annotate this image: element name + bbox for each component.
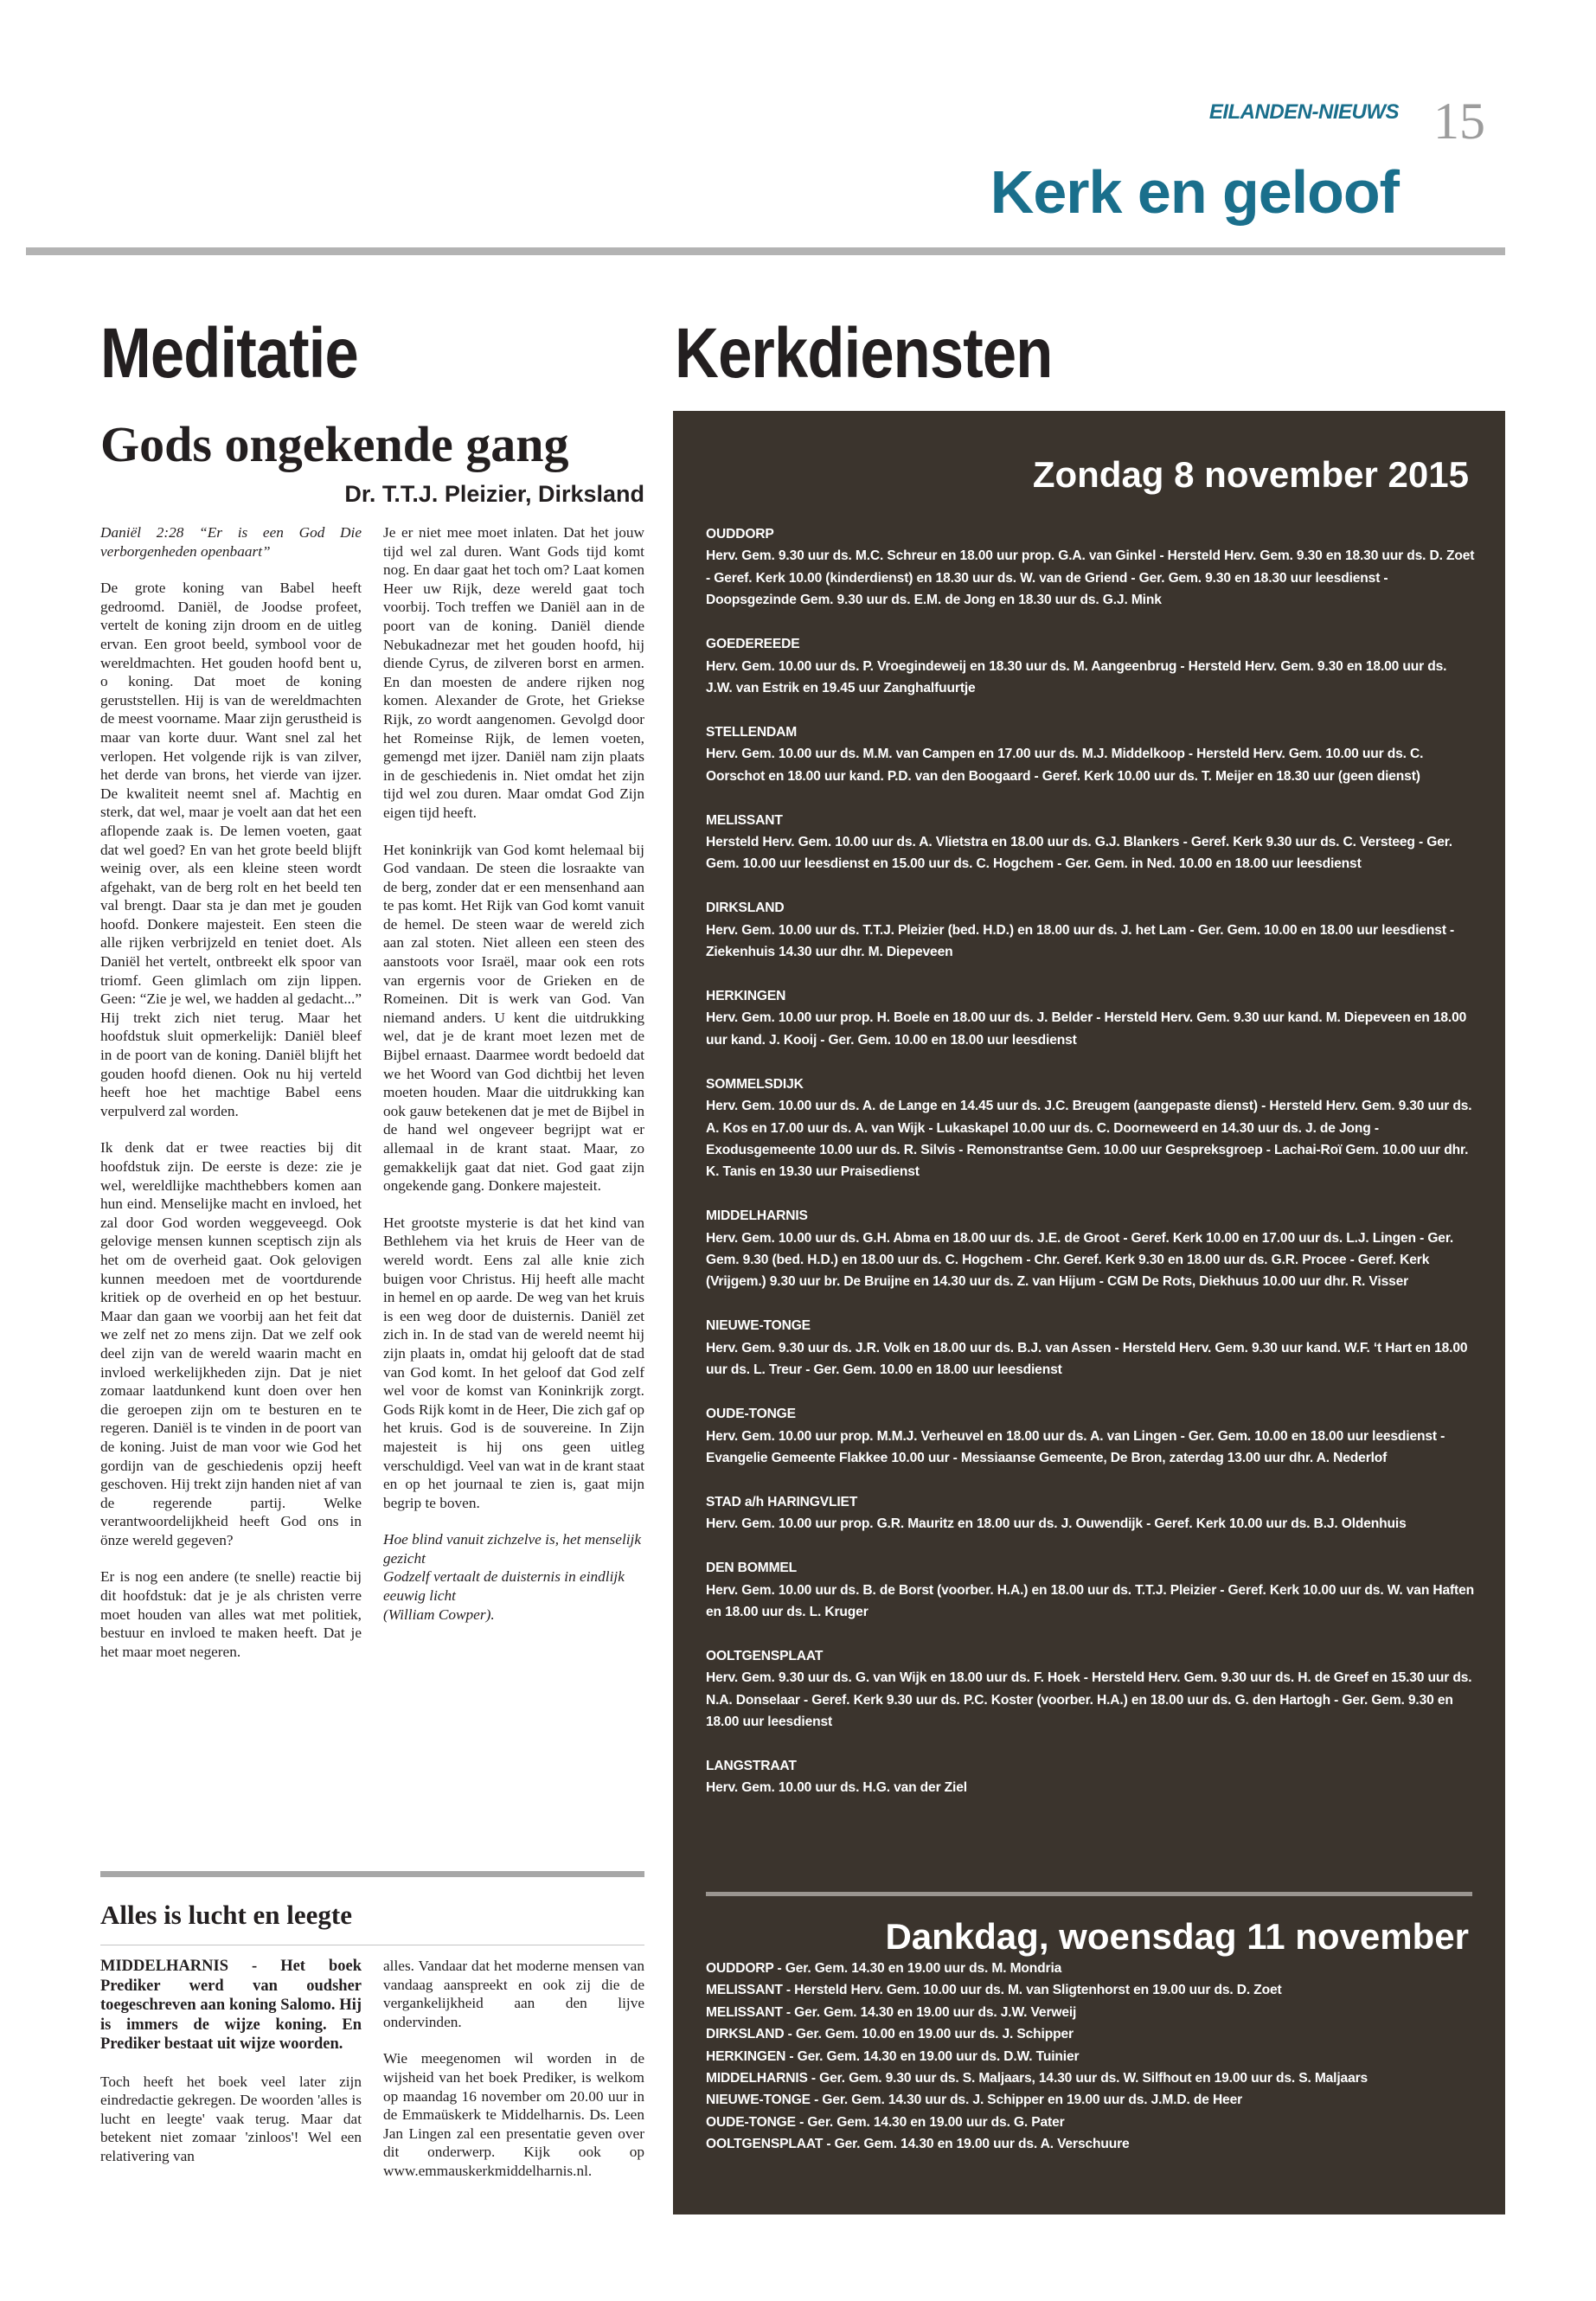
news-title: Alles is lucht en leegte xyxy=(100,1900,353,1930)
place-name: MIDDELHARNIS xyxy=(706,1208,808,1224)
dankdag-entry: OUDE-TONGE - Ger. Gem. 14.30 en 19.00 uur ds. G. Pater xyxy=(706,2114,1065,2130)
place-name: GOEDEREEDE xyxy=(706,637,800,652)
paragraph: Wie meegenomen wil worden in de wijsheid van het boek Prediker, is welkom op maandag 16 november om 20.00 uur in de Emmaüskerk te Middelharnis. Ds. Leen Jan Lingen zal een presentatie geven over dit onderwerp. Kijk ook op www.emmauskerkmiddelharnis.nl. xyxy=(383,2050,644,2179)
article-column-1 xyxy=(100,523,362,1851)
article-column-2 xyxy=(383,523,644,1851)
dankdag-entry: OOLTGENSPLAAT - Ger. Gem. 14.30 en 19.00 uur ds. A. Verschuure xyxy=(706,2137,1130,2152)
service-entry xyxy=(706,1315,1476,1381)
service-details: Herv. Gem. 10.00 uur ds. M.M. van Campen en 17.00 uur ds. M.J. Middelkoop - Hersteld Herv. Gem. 10.00 uur ds. C. Oorschot en 18.00 uur kand. P.D. van den Boogaard - Geref. Kerk 10.00 uur ds. T. Meijer en 18.30 uur (geen dienst) xyxy=(706,747,1424,784)
news-lead: MIDDELHARNIS - Het boek Prediker werd van oudsher toegeschreven aan koning Salomo. Hij is immers de wijze koning. En Prediker bestaat uit wijze woorden. xyxy=(100,1958,362,2053)
header-divider xyxy=(26,247,1505,255)
dankdag-entry: OUDDORP - Ger. Gem. 14.30 en 19.00 uur ds. M. Mondria xyxy=(706,1961,1062,1976)
service-details: Hersteld Herv. Gem. 10.00 uur ds. A. Vlietstra en 18.00 uur ds. G.J. Blankers - Geref. Kerk 9.30 uur ds. C. Versteeg - Ger. Gem. 10.00 uur leesdienst en 15.00 uur ds. C. Hogchem - Ger. Gem. in Ned. 10.00 en 18.00 uur leesdienst xyxy=(706,834,1452,872)
dankdag-entry: MELISSANT - Ger. Gem. 14.30 en 19.00 uur ds. J.W. Verweij xyxy=(706,2004,1077,2020)
page-number: 15 xyxy=(1433,93,1485,150)
place-name: STELLENDAM xyxy=(706,724,798,740)
place-name: STAD a/h HARINGVLIET xyxy=(706,1494,858,1509)
dankdag-entry: NIEUWE-TONGE - Ger. Gem. 14.30 uur ds. J. Schipper en 19.00 uur ds. J.M.D. de Heer xyxy=(706,2093,1243,2108)
service-details: Herv. Gem. 10.00 uur prop. M.M.J. Verheuvel en 18.00 uur ds. A. van Lingen - Ger. Gem. 10.00 en 18.00 uur leesdienst - Evangelie Gemeente Flakkee 10.00 uur - Messiaanse Gemeente, De Bron, zaterdag 13.00 uur dhr. A. Nederlof xyxy=(706,1428,1445,1465)
service-details: Herv. Gem. 10.00 uur prop. G.R. Mauritz en 18.00 uur ds. J. Ouwendijk - Geref. Kerk 10.00 uur ds. B.J. Oldenhuis xyxy=(706,1516,1407,1532)
paragraph: Er is nog een andere (te snelle) reactie bij dit hoofdstuk: dat je je als christen verre moet houden van alles wat met politiek, bestuur en invloed te maken heeft. Dat je het maar moet negeren. xyxy=(100,1568,362,1660)
box-divider xyxy=(706,1892,1472,1896)
service-details: Herv. Gem. 10.00 uur ds. P. Vroegindeweij en 18.30 uur ds. M. Aangeenbrug - Hersteld Herv. Gem. 9.30 en 18.00 uur ds. J.W. van Estrik en 19.45 uur Zanghalfuurtje xyxy=(706,658,1447,695)
kerkdiensten-heading: Kerkdiensten xyxy=(675,314,1053,393)
paragraph: alles. Vandaar dat het moderne mensen van vandaag aanspreekt en ook zij die de vergankelijkheid aan den lijve ondervinden. xyxy=(383,1958,644,2030)
service-entry xyxy=(706,1205,1476,1293)
service-entry xyxy=(706,1491,1476,1535)
dankdag-services-list xyxy=(706,1958,1476,2156)
bible-verse: Daniël 2:28 “Er is een God Die verborgenheden openbaart” xyxy=(100,524,362,560)
sunday-date-heading: Zondag 8 november 2015 xyxy=(1032,454,1469,495)
news-column-2 xyxy=(383,1957,644,2199)
service-entry xyxy=(706,1557,1476,1623)
dankdag-heading: Dankdag, woensdag 11 november xyxy=(885,1916,1469,1957)
service-entry xyxy=(706,721,1476,787)
meditatie-heading: Meditatie xyxy=(100,314,358,393)
place-name: OUDDORP xyxy=(706,527,774,542)
service-entry xyxy=(706,897,1476,963)
paragraph: Toch heeft het boek veel later zijn eindredactie gekregen. De woorden 'alles is lucht en leegte' vaak terug. Maar dat betekent niet zomaar 'zinloos'! Wel een relativering van xyxy=(100,2073,362,2164)
place-name: HERKINGEN xyxy=(706,989,786,1003)
dankdag-entry: DIRKSLAND - Ger. Gem. 10.00 en 19.00 uur ds. J. Schipper xyxy=(706,2027,1074,2042)
paragraph: Je er niet mee moet inlaten. Dat het jouw tijd wel zal duren. Want Gods tijd komt nog. En daar gaat het toch om? Laat komen Heer uw Rijk, deze wereld gaat toch voorbij. Toch treffen we Daniël aan in de poort van de koning. Daniël diende Nebukadnezar met het gouden hoofd, hij diende Cyrus, de zilveren borst en armen. En dan moesten de andere rijken nog komen. Alexander de Grote, het Griekse Rijk, zo wordt aangenomen. Gevolgd door het Romeinse Rijk, de lemen voeten, gemengd met ijzer. Daniël nam zijn plaats in de geschiedenis in. Niet omdat het zijn tijd wel zou duren. Maar omdat God Zijn eigen tijd heeft. xyxy=(383,524,644,821)
dankdag-entry: MELISSANT - Hersteld Herv. Gem. 10.00 uur ds. M. van Sligtenhorst en 19.00 uur ds. D. Zoet xyxy=(706,1983,1282,1998)
place-name: OOLTGENSPLAAT xyxy=(706,1648,824,1663)
service-details: Herv. Gem. 10.00 uur ds. G.H. Abma en 18.00 uur ds. J.E. de Groot - Geref. Kerk 10.00 en 17.00 uur ds. L.J. Lingen - Ger. Gem. 9.30 (bed. H.D.) en 18.00 uur ds. C. Hogchem - Chr. Geref. Kerk 9.30 en 18.00 uur ds. G.R. Procee - Geref. Kerk (Vrijgem.) 9.30 uur br. De Bruijne en 14.30 uur ds. Z. van Hijum - CGM De Rots, Diekhuus 10.00 uur dhr. R. Visser xyxy=(706,1230,1454,1290)
article-author: Dr. T.T.J. Pleizier, Dirksland xyxy=(344,481,644,507)
sunday-services-list xyxy=(706,523,1476,1821)
place-name: SOMMELSDIJK xyxy=(706,1076,804,1092)
news-column-1 xyxy=(100,1957,362,2199)
service-entry xyxy=(706,1403,1476,1469)
service-details: Herv. Gem. 10.00 uur ds. B. de Borst (voorber. H.A.) en 18.00 uur ds. T.T.J. Pleizier - Geref. Kerk 10.00 uur ds. W. van Haften en 18.00 uur ds. L. Kruger xyxy=(706,1582,1474,1619)
service-entry xyxy=(706,810,1476,875)
poem-quote: Hoe blind vanuit zichzelve is, het menselijk gezicht Godzelf vertaalt de duisternis in eindlijk eeuwig licht (William Cowper). xyxy=(383,1531,642,1623)
place-name: NIEUWE-TONGE xyxy=(706,1318,811,1334)
place-name: OUDE-TONGE xyxy=(706,1407,796,1422)
paragraph: Ik denk dat er twee reacties bij dit hoofdstuk zijn. De eerste is deze: zie je wel, wereldlijke machthebbers komen aan hun eind. Menselijke macht en invloed, het zal door God worden weggeveegd. Ook gelovige mensen kunnen sceptisch zijn als het om de overheid gaat. Ook gelovigen kunnen meedoen met de voortdurende kritiek op de overheid en op het bestuur. Maar dan gaan we voorbij aan het feit dat we zelf net zo mens zijn. Dat we zelf ook deel zijn van de wereld waarin macht en invloed werkelijkheden zijn. Dat je niet zomaar laatdunkend kunt doen over hen die geroepen zijn om te besturen en te regeren. Daniël is te vinden in de poort van de koning. Juist de man voor wie God het gordijn van de geschiedenis opzij heeft geschoven. Hij trekt zijn handen niet af van de regerende partij. Welke verantwoordelijkheid heeft God ons in önze wereld gegeven? xyxy=(100,1139,362,1548)
service-details: Herv. Gem. 10.00 uur ds. A. de Lange en 14.45 uur ds. J.C. Breugem (aangepaste dienst) - Hersteld Herv. Gem. 9.30 uur ds. A. Kos en 17.00 uur ds. A. van Wijk - Lukaskapel 10.00 uur ds. C. Doorneweerd en 14.30 uur ds. J. de Jong - Exodusgemeente 10.00 uur ds. R. Silvis - Remonstrantse Gem. 10.00 uur Gespreksgroep - Lachai-Roï Gem. 10.00 uur dhr. K. Tanis en 19.30 uur Praisedienst xyxy=(706,1099,1472,1180)
service-entry xyxy=(706,523,1476,612)
article-title: Gods ongekende gang xyxy=(100,416,569,472)
news-body xyxy=(100,1957,644,2199)
service-details: Herv. Gem. 10.00 uur ds. T.T.J. Pleizier (bed. H.D.) en 18.00 uur ds. J. het Lam - Ger. Gem. 10.00 en 18.00 uur leesdienst - Ziekenhuis 14.30 uur dhr. M. Diepeveen xyxy=(706,922,1455,960)
article-body xyxy=(100,523,644,1851)
service-entry xyxy=(706,1074,1476,1183)
place-name: MELISSANT xyxy=(706,812,783,828)
service-details: Herv. Gem. 9.30 uur ds. M.C. Schreur en 18.00 uur prop. G.A. van Ginkel - Hersteld Herv. Gem. 9.30 en 18.30 uur ds. D. Zoet - Geref. Kerk 10.00 (kinderdienst) en 18.30 uur ds. W. van de Griend - Ger. Gem. 9.30 en 18.30 uur leesdienst - Doopsgezinde Gem. 9.30 uur ds. E.M. de Jong en 18.30 uur ds. G.J. Mink xyxy=(706,548,1475,608)
dankdag-entry: MIDDELHARNIS - Ger. Gem. 9.30 uur ds. S. Maljaars, 14.30 uur ds. W. Silfhout en 19.00 uur ds. S. Maljaars xyxy=(706,2071,1368,2086)
paragraph: Het grootste mysterie is dat het kind van Bethlehem via het kruis de Heer van de wereld wordt. Eens zal alle knie zich buigen voor Christus. Hij heeft alle macht in hemel en op aarde. De weg van het kruis is een weg door de duisternis. Daniël zet zich in. In de stad van de wereld neemt hij zijn plaats in, omdat hij gelooft dat de stad van God komt. In het geloof dat God zelf wel voor de komst van Koninkrijk zorgt. Gods Rijk komt in de Heer, Die zich gaf op het kruis. God is de souvereine. In Zijn majesteit is hij ons geen uitleg verschuldigd. Veel van wat in de krant staat en op het journaal te zien is, gaat mijn begrip te boven. xyxy=(383,1214,644,1511)
service-details: Herv. Gem. 9.30 uur ds. J.R. Volk en 18.00 uur ds. B.J. van Assen - Hersteld Herv. Gem. 9.30 uur kand. W.F. ‘t Hart en 18.00 uur ds. L. Treur - Ger. Gem. 10.00 en 18.00 uur leesdienst xyxy=(706,1340,1468,1378)
service-entry xyxy=(706,1645,1476,1734)
service-entry xyxy=(706,985,1476,1051)
service-entry xyxy=(706,633,1476,699)
church-services-box xyxy=(673,411,1505,2214)
service-details: Herv. Gem. 10.00 uur ds. H.G. van der Ziel xyxy=(706,1780,967,1796)
service-details: Herv. Gem. 10.00 uur prop. H. Boele en 18.00 uur ds. J. Belder - Hersteld Herv. Gem. 9.30 uur kand. M. Diepeveen en 18.00 uur kand. J. Kooij - Ger. Gem. 10.00 en 18.00 uur leesdienst xyxy=(706,1010,1467,1048)
paragraph: Het koninkrijk van God komt helemaal bij God vandaan. De steen die losraakte van de berg, zonder dat er een mensenhand aan te pas komt. Het Rijk van God komt vanuit de hemel. De steen waar de wereld zich aan zal stoten. Niet alleen een steen des aanstoots voor Israël, maar ook een rots van ergernis voor de Grieken en de Romeinen. Dit is werk van God. Van niemand anders. U kent die uitdrukking wel, dat je de krant moet lezen met de Bijbel ernaast. Daarmee wordt bedoeld dat we het Woord van God dichtbij het leven moeten houden. Maar die uitdrukking kan ook gauw betekenen dat je met de Bijbel in de hand wel ongeveer begrijpt wat er allemaal in de krant staat. Maar, zo gemakkelijk gaat dat niet. God gaat zijn ongekende gang. Donkere majesteit. xyxy=(383,841,644,1195)
newspaper-brand: EILANDEN-NIEUWS xyxy=(1208,100,1399,124)
dankdag-entry: HERKINGEN - Ger. Gem. 14.30 en 19.00 uur ds. D.W. Tuinier xyxy=(706,2048,1080,2064)
article-divider xyxy=(100,1871,644,1877)
place-name: DIRKSLAND xyxy=(706,901,785,916)
place-name: LANGSTRAAT xyxy=(706,1758,797,1773)
paragraph: De grote koning van Babel heeft gedroomd. Daniël, de Joodse profeet, vertelt de koning zijn droom en de uitleg ervan. Een groot beeld, symbool voor de wereldmachten. Het gouden hoofd bent u, o koning. Dat moet de koning geruststellen. Hij is van de wereldmachten de meest voorname. Maar zijn gerustheid is maar van korte duur. Want snel zal het verlopen. Het volgende rijk is van zilver, het derde van brons, het vierde van ijzer. De kwaliteit neemt snel af. Machtig en sterk, dat wel, maar je voelt aan dat het een aflopende zaak is. De lemen voeten, gaat dat wel goed? En van het grote beeld blijft weinig over, als een kleine steen wordt afgehakt, van de berg rolt en het beeld ten val brengt. Daar sta je dan met je gouden hoofd. Donkere majesteit. Een steen die alle rijken verbrijzeld en teniet doet. Als Daniël het vertelt, ontbreekt elk spoor van triomf. Geen glimlach om zijn lippen. Geen: “Zie je wel, we hadden al gedacht...” Hij trekt zich niet terug. Maar het hoofdstuk sluit opmerkelijk: Daniël bleef in de poort van de koning. Daniël blijft het gouden hoofd dienen. Ook nu hij verteld heeft hoe het machtige Babel eens verpulverd zal worden. xyxy=(100,580,362,1119)
service-details: Herv. Gem. 9.30 uur ds. G. van Wijk en 18.00 uur ds. F. Hoek - Hersteld Herv. Gem. 9.30 uur ds. H. de Greef en 15.30 uur ds. N.A. Donselaar - Geref. Kerk 9.30 uur ds. P.C. Koster (voorber. H.A.) en 18.00 uur ds. G. den Hartogh - Ger. Gem. 9.30 en 18.00 uur leesdienst xyxy=(706,1670,1472,1730)
section-title: Kerk en geloof xyxy=(990,158,1399,226)
place-name: DEN BOMMEL xyxy=(706,1561,798,1576)
service-entry xyxy=(706,1755,1476,1799)
